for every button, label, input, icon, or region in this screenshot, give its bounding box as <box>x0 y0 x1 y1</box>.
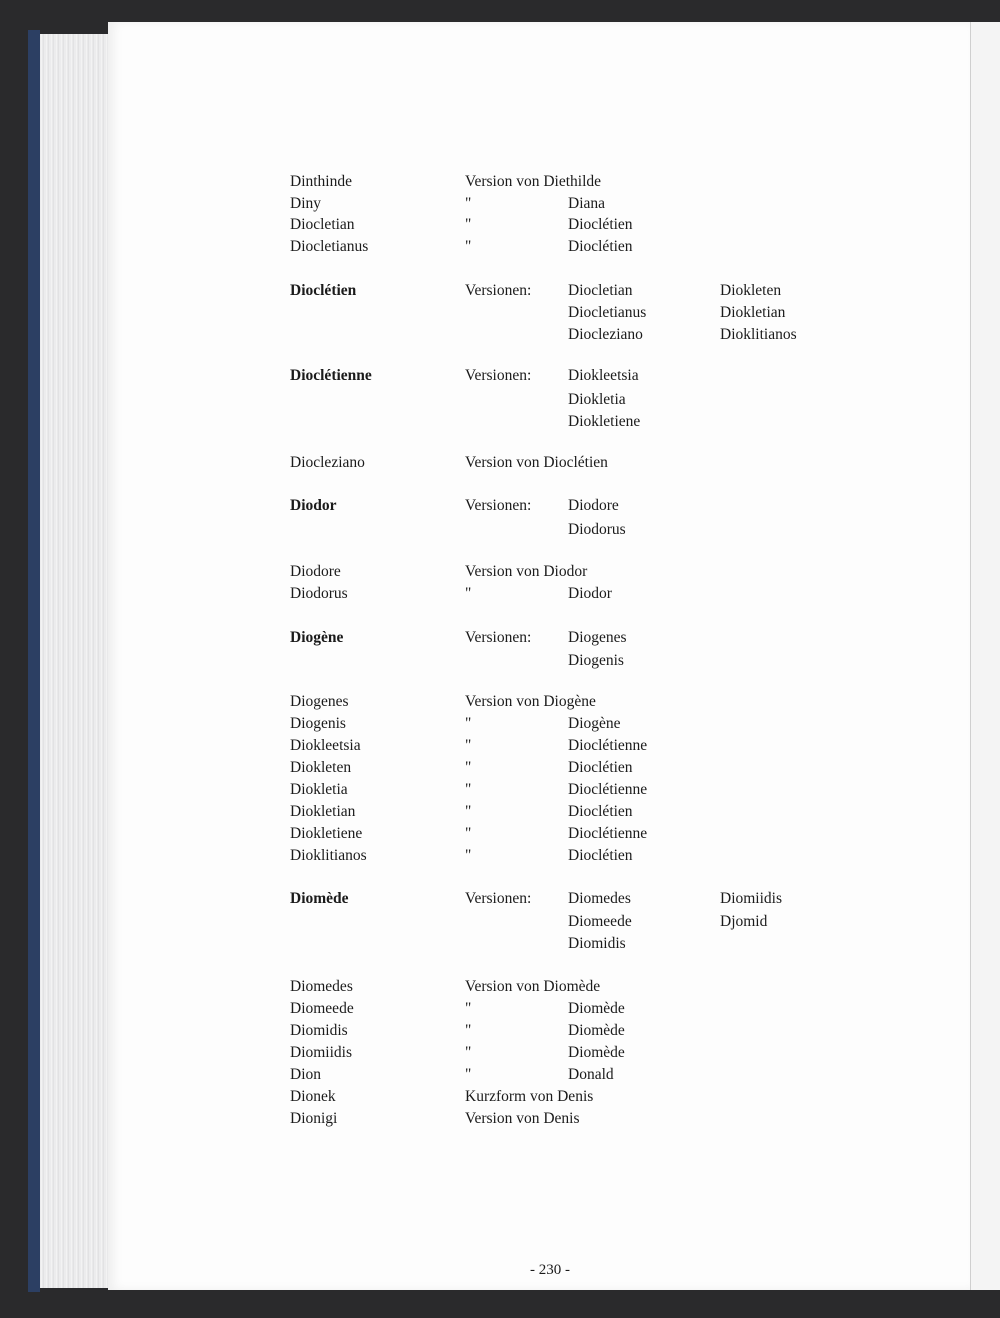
entry-description: " <box>465 847 472 864</box>
adjacent-page-edge <box>970 22 1000 1290</box>
entry-name: Diokleten <box>290 759 352 776</box>
entry-name: Dioclétienne <box>290 367 372 384</box>
entry-variant-secondary: Djomid <box>720 913 768 930</box>
entry-name: Diocletianus <box>290 238 369 255</box>
entry-description: " <box>465 1000 472 1017</box>
entry-name: Diokletiene <box>290 825 363 842</box>
entry-variant: Donald <box>568 1066 614 1083</box>
entry-variant: Diomidis <box>568 935 626 952</box>
entry-variant: Diogenis <box>568 652 624 669</box>
entry-variant: Dioclétien <box>568 759 633 776</box>
entry-variant: Diana <box>568 195 606 212</box>
entry-description: " <box>465 1022 472 1039</box>
entry-variant: Dioclétien <box>568 847 633 864</box>
entry-name: Dion <box>290 1066 321 1083</box>
entry-description: Version von Diodor <box>465 563 588 580</box>
entry-variant: Diodorus <box>568 521 626 538</box>
entry-name: Diny <box>290 195 321 212</box>
book-spine <box>28 30 40 1292</box>
entry-variant-secondary: Dioklitianos <box>720 326 797 343</box>
entry-description: Version von Diomède <box>465 978 601 995</box>
entry-name: Dinthinde <box>290 173 352 190</box>
entry-description: Kurzform von Denis <box>465 1088 594 1105</box>
entry-variant: Diomède <box>568 1022 625 1039</box>
entry-name: Diomidis <box>290 1022 348 1039</box>
entry-name: Dionek <box>290 1088 336 1105</box>
entry-description: " <box>465 715 472 732</box>
entry-description: Version von Dioclétien <box>465 454 608 471</box>
entry-description: " <box>465 585 472 602</box>
entry-variant: Diocleziano <box>568 326 643 343</box>
entry-variant: Dioclétienne <box>568 737 648 754</box>
entry-description: " <box>465 825 472 842</box>
entry-variant: Diokleetsia <box>568 367 639 384</box>
entry-variant: Dioclétienne <box>568 781 648 798</box>
entry-name: Dioclétien <box>290 282 357 299</box>
entry-name: Diodore <box>290 563 341 580</box>
entry-variant: Diomeede <box>568 913 632 930</box>
entry-name: Diomède <box>290 890 349 907</box>
entry-variant: Diocletianus <box>568 304 647 321</box>
entry-variant: Diomède <box>568 1000 625 1017</box>
entry-description: Version von Denis <box>465 1110 580 1127</box>
entry-variant: Diodore <box>568 497 619 514</box>
entry-description: Versionen: <box>465 629 532 646</box>
entry-variant: Dioclétien <box>568 238 633 255</box>
entry-name: Dionigi <box>290 1110 338 1127</box>
entry-description: " <box>465 803 472 820</box>
entry-description: Version von Diogène <box>465 693 596 710</box>
entry-description: " <box>465 781 472 798</box>
entry-name: Diomeede <box>290 1000 354 1017</box>
entry-description: " <box>465 195 472 212</box>
entry-variant-secondary: Diokleten <box>720 282 782 299</box>
entry-name: Diodorus <box>290 585 348 602</box>
entry-name: Diogenes <box>290 693 349 710</box>
entry-name: Diokletian <box>290 803 356 820</box>
entry-description: " <box>465 216 472 233</box>
entry-variant: Diomède <box>568 1044 625 1061</box>
entry-description: " <box>465 1044 472 1061</box>
entry-name: Diocleziano <box>290 454 365 471</box>
entry-variant: Dioclétien <box>568 803 633 820</box>
entry-variant: Dioclétienne <box>568 825 648 842</box>
entry-name: Diogène <box>290 629 344 646</box>
entry-name: Diomedes <box>290 978 353 995</box>
entry-variant: Diokletiene <box>568 413 641 430</box>
entry-variant-secondary: Diokletian <box>720 304 786 321</box>
entry-description: " <box>465 759 472 776</box>
entry-description: Versionen: <box>465 282 532 299</box>
entry-name: Diomiidis <box>290 1044 353 1061</box>
entry-description: Versionen: <box>465 367 532 384</box>
entry-description: Version von Diethilde <box>465 173 602 190</box>
page-number: - 230 - <box>530 1262 570 1278</box>
entry-description: Versionen: <box>465 497 532 514</box>
entry-variant: Diomedes <box>568 890 631 907</box>
entry-variant: Dioclétien <box>568 216 633 233</box>
entry-name: Dioklitianos <box>290 847 367 864</box>
page-edges <box>40 34 112 1288</box>
entry-description: " <box>465 238 472 255</box>
entry-variant: Diocletian <box>568 282 633 299</box>
entry-name: Diokleetsia <box>290 737 361 754</box>
entry-variant: Diokletia <box>568 391 626 408</box>
entry-variant: Diogène <box>568 715 621 732</box>
entry-name: Diokletia <box>290 781 348 798</box>
entry-variant-secondary: Diomiidis <box>720 890 783 907</box>
entry-description: " <box>465 737 472 754</box>
entry-variant: Diodor <box>568 585 612 602</box>
entry-variant: Diogenes <box>568 629 627 646</box>
entry-description: Versionen: <box>465 890 532 907</box>
entry-name: Diocletian <box>290 216 355 233</box>
entry-name: Diogenis <box>290 715 346 732</box>
entry-name: Diodor <box>290 497 337 514</box>
entry-description: " <box>465 1066 472 1083</box>
